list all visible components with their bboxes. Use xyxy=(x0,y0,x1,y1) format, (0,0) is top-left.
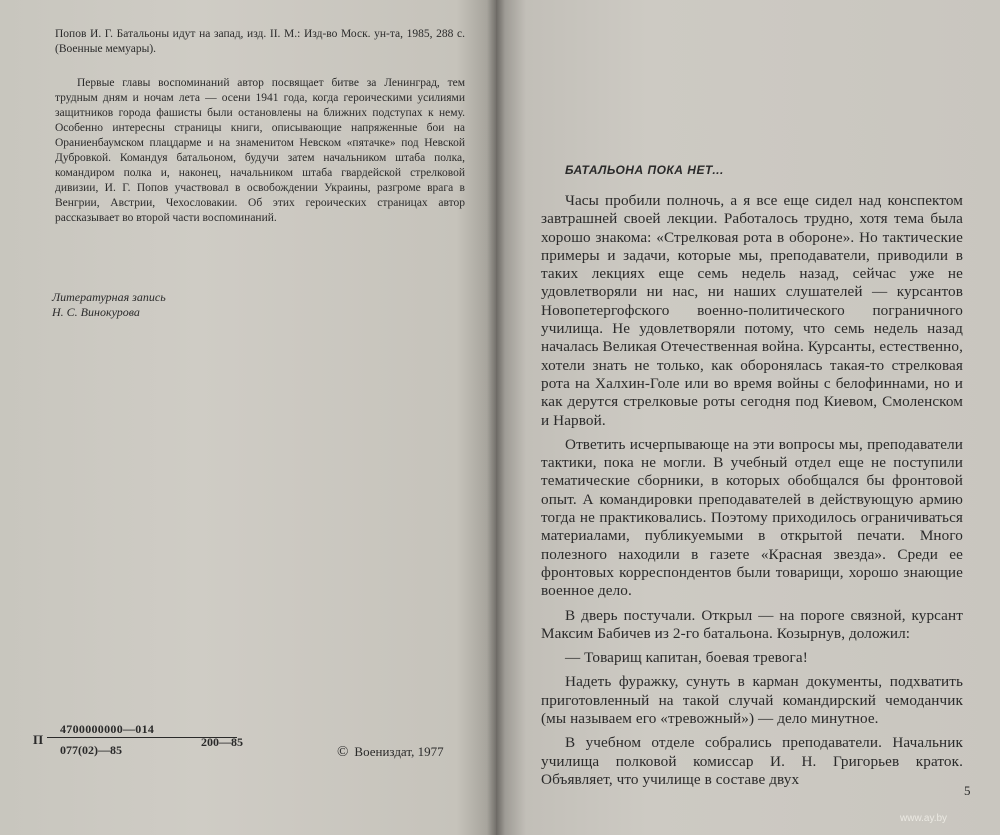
body-paragraph: Надеть фуражку, сунуть в карман документы, подхватить приготовленный на такой случай командирский чемоданчик (мы называем его «тревожный») — дело минутное. xyxy=(541,673,963,728)
book-annotation: Первые главы воспоминаний автор посвящает битве за Ленинград, тем трудным дням и ночам лета — осени 1941 года, когда героическими усилиями защитников города фашисты были остановлены на ближних подступах к нему. Особенно интересны страницы книги, описывающие напряженные бои на Ораниенбаумском плацдарме и на знаменитом Невском «пятачке» под Невской Дубровкой. Командуя батальоном, будучи затем начальником штаба полка, командиром полка и, наконец, начальником штаба гвардейской стрелковой дивизии, И. Г. Попов участвовал в освобождении Украины, разгроме врага в Венгрии, Австрии, Чехословакии. Об этих героических страницах автор рассказывает во второй части воспоминаний. xyxy=(55,77,465,224)
classification-letter: П xyxy=(33,732,44,747)
classification-denominator: 077(02)—85 xyxy=(60,743,122,757)
body-paragraph: В учебном отделе собрались преподаватели. Начальник училища полковой комиссар И. Н. Григорьев краток. Объявляет, что училище в составе двух xyxy=(541,734,963,788)
chapter-body xyxy=(541,192,963,795)
book-spine-shadow xyxy=(487,0,505,835)
left-page xyxy=(0,0,496,835)
copyright-icon: © xyxy=(337,744,349,760)
page-number: 5 xyxy=(964,783,971,798)
body-paragraph: В дверь постучали. Открыл — на пороге связной, курсант Максим Бабичев из 2-го батальона. Козырнув, доложил: xyxy=(541,606,963,642)
copyright-text: Воениздат, 1977 xyxy=(354,744,444,759)
literary-record-name: Н. С. Винокурова xyxy=(52,305,140,319)
classification-suffix: 200—85 xyxy=(201,735,243,749)
body-paragraph: — Товарищ капитан, боевая тревога! xyxy=(565,649,808,667)
bibliographic-record: Попов И. Г. Батальоны идут на запад, изд. II. М.: Изд-во Моск. ун-та, 1985, 288 с. (Военные мемуары). xyxy=(55,28,465,55)
body-paragraph: Ответить исчерпывающе на эти вопросы мы, преподаватели тактики, пока не могли. В учебный отдел еще не поступили тематические сборники, в которых обобщался бы фронтовой опыт. А командировки преподавателей в действующую армию тогда не практиковались. Поэтому приходилось ограничиваться материалами, публикуемыми в открытой печати. Много полезного находили в газете «Красная звезда». Среди ее фронтовых корреспондентов были товарищи, хорошо знающие военное дело. xyxy=(541,435,963,600)
classification-numerator: 4700000000—014 xyxy=(60,722,155,736)
site-watermark: www.ay.by xyxy=(900,813,948,824)
literary-record-label: Литературная запись xyxy=(52,290,166,304)
body-paragraph: Часы пробили полночь, а я все еще сидел над конспектом завтрашней своей лекции. Работалось трудно, хотя тема была хорошо знакома: «Стрелковая рота в обороне». Но тактические примеры и задачи, которые мы, преподаватели, приводили в таких лекциях еще семь недель назад, сейчас уже не удовлетворяли ни нас, ни наших слушателей — курсантов Новопетергофского военно-политического пограничного училища. Не удовлетворяли потому, что семь недель назад началась Великая Отечественная война. Курсанты, естественно, хотели знать не только, как оборонялась такая-то стрелковая рота на Халхин-Голе или во время войны с белофиннами, но и как дерутся стрелковые роты сегодня под Киевом, Смоленском и Нарвой. xyxy=(541,192,963,429)
copyright-notice xyxy=(337,744,444,761)
chapter-title: БАТАЛЬОНА ПОКА НЕТ... xyxy=(565,163,724,177)
literary-record-credit xyxy=(52,290,166,320)
